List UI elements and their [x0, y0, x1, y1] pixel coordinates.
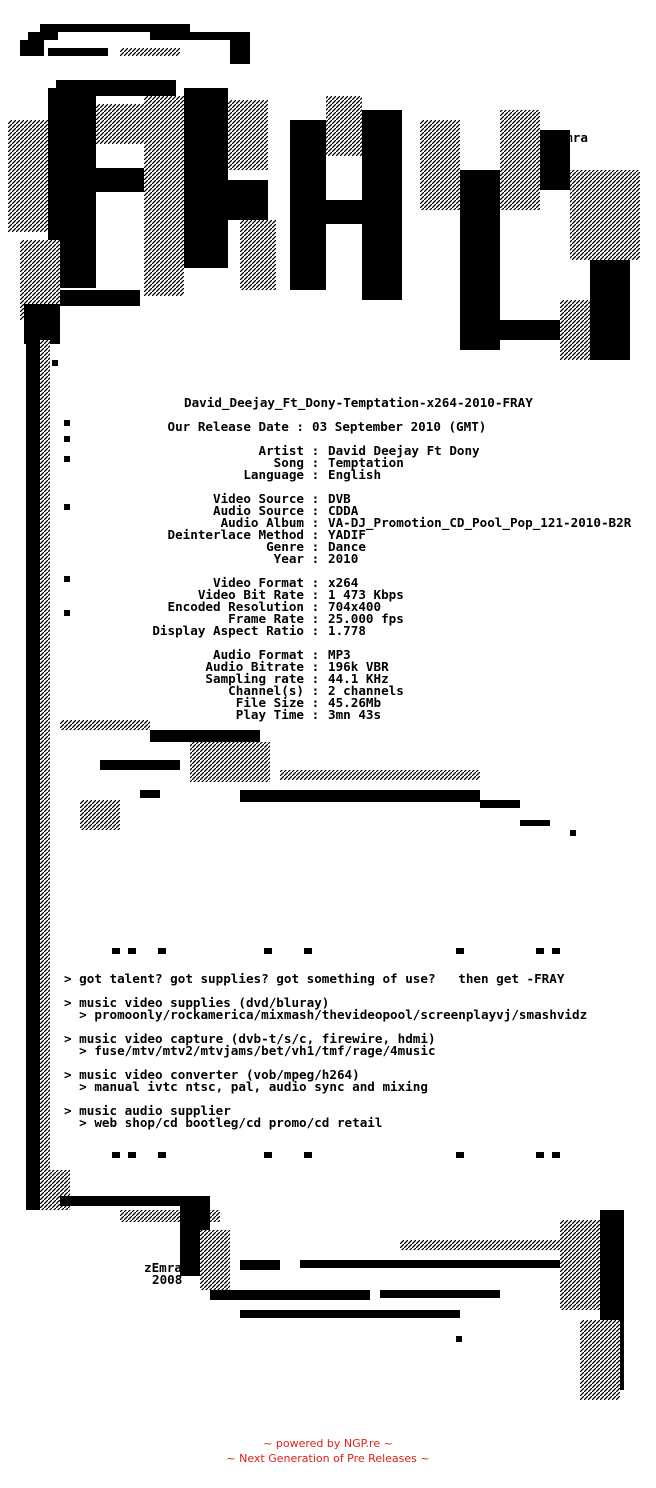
promo-line: > music video supplies (dvd/bluray) [64, 995, 330, 1010]
dot-row-top [112, 948, 560, 954]
info-value: CDDA [328, 503, 359, 518]
info-separator: : [304, 467, 320, 482]
info-value: YADIF [328, 527, 366, 542]
info-separator: : [304, 491, 320, 506]
info-label: Encoded Resolution [167, 599, 304, 614]
info-separator: : [304, 527, 320, 542]
info-value: Temptation [328, 455, 404, 470]
info-separator: : [304, 683, 320, 698]
info-label: Audio Source [213, 503, 304, 518]
info-value: 45.26Mb [328, 695, 382, 710]
info-value: 196k VBR [328, 659, 389, 674]
info-value: 704x400 [328, 599, 382, 614]
dot-row-bottom [112, 1152, 560, 1158]
info-label: Frame Rate [228, 611, 304, 626]
release-title: David_Deejay_Ft_Dony-Temptation-x264-2010-FRAY [184, 395, 533, 410]
info-label: Genre [266, 539, 304, 554]
logo-graphic [8, 24, 640, 360]
info-value: Dance [328, 539, 366, 554]
footer-tagline: ~ Next Generation of Pre Releases ~ [226, 1452, 430, 1465]
info-label: Channel(s) [228, 683, 304, 698]
info-separator: : [304, 551, 320, 566]
info-value: VA-DJ_Promotion_CD_Pool_Pop_121-2010-B2R [328, 515, 632, 530]
credit-year: 2008 [152, 1272, 183, 1287]
info-value: 44.1 KHz [328, 671, 389, 686]
info-separator: : [304, 587, 320, 602]
footer-powered-by: ~ powered by NGP.re ~ [263, 1437, 393, 1450]
info-separator: : [304, 455, 320, 470]
info-separator: : [304, 503, 320, 518]
info-separator: : [304, 539, 320, 554]
info-value: 1.778 [328, 623, 366, 638]
info-label: Video Format [213, 575, 304, 590]
info-label: Language [243, 467, 304, 482]
info-value: 2 channels [328, 683, 404, 698]
info-value: x264 [328, 575, 359, 590]
info-label: Video Source [213, 491, 304, 506]
info-label: Audio Album [220, 515, 304, 530]
info-separator: : [304, 575, 320, 590]
info-label: File Size [235, 695, 304, 710]
info-label: Year [273, 551, 304, 566]
promo-line: > music video converter (vob/mpeg/h264) [64, 1067, 360, 1082]
bottom-swoosh-graphic [40, 1170, 624, 1400]
release-date-label: Our Release Date : [167, 419, 304, 434]
info-value: DVB [328, 491, 351, 506]
logo-signature: zEmra [550, 130, 588, 145]
info-separator: : [304, 695, 320, 710]
info-separator: : [304, 611, 320, 626]
info-value: 3mn 43s [328, 707, 382, 722]
info-separator: : [304, 443, 320, 458]
info-label: Audio Bitrate [205, 659, 304, 674]
info-separator: : [304, 659, 320, 674]
promo-subline: > promoonly/rockamerica/mixmash/thevideopool/screenplayvj/smashvidz [64, 1007, 588, 1022]
promo-line: > got talent? got supplies? got something of use? then get -FRAY [64, 971, 565, 986]
promo-line: > music video capture (dvb-t/s/c, firewire, hdmi) [64, 1031, 436, 1046]
info-separator: : [304, 647, 320, 662]
middle-divider-graphic [60, 720, 576, 836]
info-label: Video Bit Rate [197, 587, 304, 602]
info-value: 2010 [328, 551, 359, 566]
info-label: Sampling rate [205, 671, 304, 686]
info-label: Play Time [235, 707, 304, 722]
promo-line: > music audio supplier [64, 1103, 231, 1118]
info-label: Deinterlace Method [167, 527, 304, 542]
promo-subline: > fuse/mtv/mtv2/mtvjams/bet/vh1/tmf/rage/4music [64, 1043, 436, 1058]
info-separator: : [304, 707, 320, 722]
info-value: MP3 [328, 647, 351, 662]
info-separator: : [304, 515, 320, 530]
info-label: Song [273, 455, 304, 470]
promo-subline: > manual ivtc ntsc, pal, audio sync and mixing [64, 1079, 428, 1094]
promo-subline: > web shop/cd bootleg/cd promo/cd retail [64, 1115, 383, 1130]
info-value: David Deejay Ft Dony [328, 443, 480, 458]
info-value: 1 473 Kbps [328, 587, 404, 602]
info-label: Artist [258, 443, 304, 458]
credit-name: zEmra [144, 1260, 182, 1275]
info-separator: : [304, 599, 320, 614]
release-date-value: 03 September 2010 (GMT) [312, 419, 487, 434]
info-label: Audio Format [213, 647, 304, 662]
info-value: English [328, 467, 382, 482]
info-value: 25.000 fps [328, 611, 404, 626]
info-separator: : [304, 623, 320, 638]
info-separator: : [304, 671, 320, 686]
info-label: Display Aspect Ratio [152, 623, 304, 638]
